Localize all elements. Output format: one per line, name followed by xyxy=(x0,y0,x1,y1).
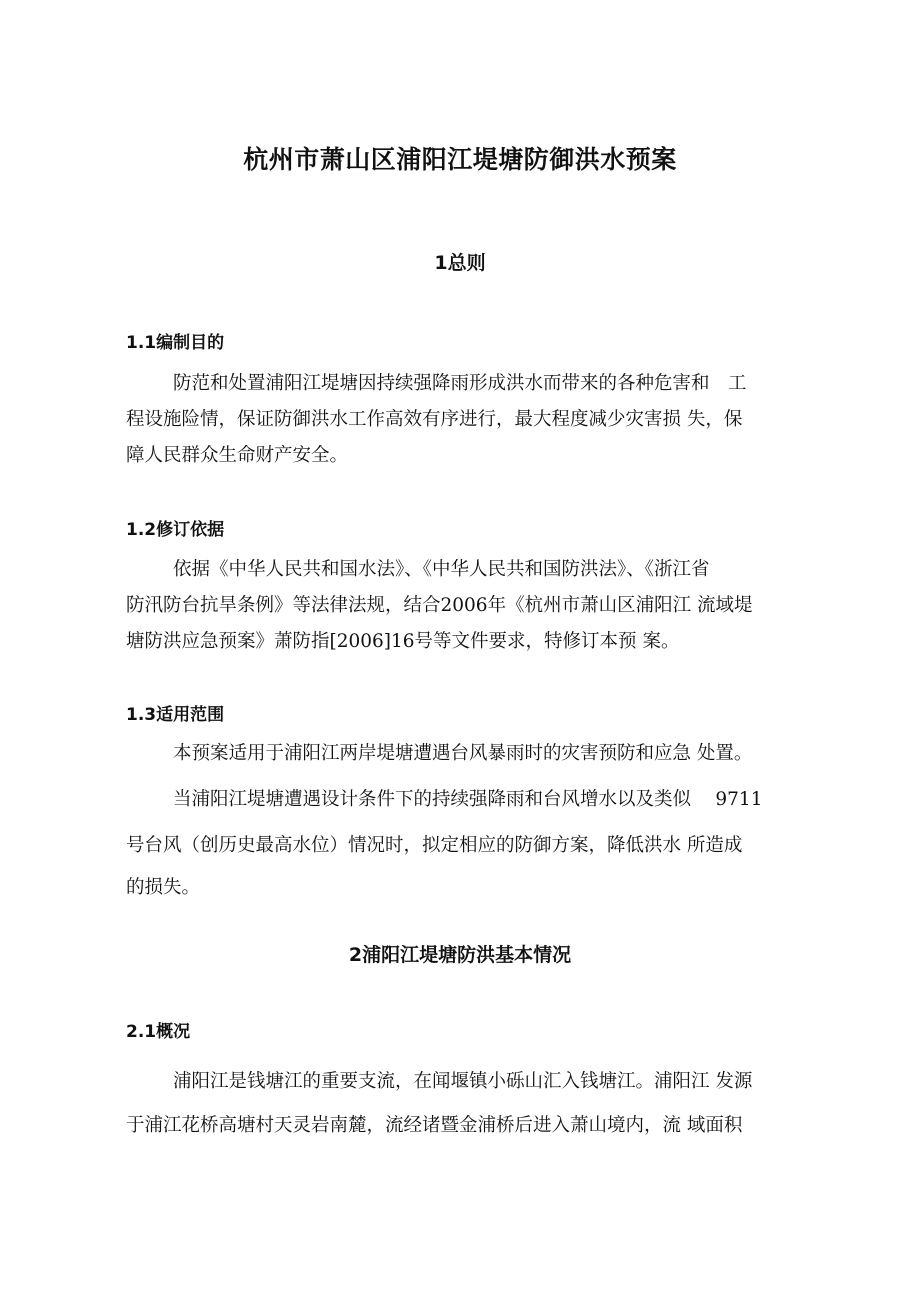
paragraph-line: 防汛防台抗旱条例》等法律法规，结合2006年《杭州市萧山区浦阳江 流域堤 xyxy=(126,595,753,616)
section-heading-1-1: 1.1编制目的 xyxy=(126,333,225,353)
chapter-heading-2: 2浦阳江堤塘防洪基本情况 xyxy=(348,944,572,966)
paragraph-line: 号台风（创历史最高水位）情况时，拟定相应的防御方案，降低洪水 所造成 xyxy=(126,835,743,856)
paragraph-line: 障人民群众生命财产安全。 xyxy=(126,445,349,466)
paragraph-line: 于浦江花桥高塘村天灵岩南麓，流经诸暨金浦桥后进入萧山境内，流 域面积 xyxy=(126,1115,743,1136)
paragraph-line: 依据《中华人民共和国水法》、《中华人民共和国防洪法》、《浙江省 xyxy=(173,559,710,580)
paragraph-line: 本预案适用于浦阳江两岸堤塘遭遇台风暴雨时的灾害预防和应急 处置。 xyxy=(173,743,753,764)
paragraph-line: 防范和处置浦阳江堤塘因持续强降雨形成洪水而带来的各种危害和 工 xyxy=(173,373,747,394)
paragraph-overview xyxy=(126,1064,810,1144)
paragraph-line: 浦阳江是钱塘江的重要支流，在闻堰镇小砾山汇入钱塘江。浦阳江 发源 xyxy=(173,1071,753,1092)
paragraph-basis xyxy=(126,552,810,660)
paragraph-line: 当浦阳江堤塘遭遇设计条件下的持续强降雨和台风增水以及类似 9711 xyxy=(173,789,763,810)
paragraph-line: 塘防洪应急预案》萧防指[2006]16号等文件要求，特修订本预 案。 xyxy=(126,631,680,652)
paragraph-line: 程设施险情，保证防御洪水工作高效有序进行，最大程度减少灾害损 失，保 xyxy=(126,409,743,430)
paragraph-purpose xyxy=(126,366,810,474)
section-heading-2-1: 2.1概况 xyxy=(126,1022,191,1042)
section-heading-1-3: 1.3适用范围 xyxy=(126,705,225,725)
section-heading-1-2: 1.2修订依据 xyxy=(126,520,225,540)
paragraph-line: 的损失。 xyxy=(126,877,201,898)
document-title: 杭州市萧山区浦阳江堤塘防御洪水预案 xyxy=(243,145,677,174)
paragraph-scope-2 xyxy=(126,782,810,906)
chapter-heading-1: 1总则 xyxy=(434,252,486,274)
paragraph-scope-1 xyxy=(126,736,810,772)
